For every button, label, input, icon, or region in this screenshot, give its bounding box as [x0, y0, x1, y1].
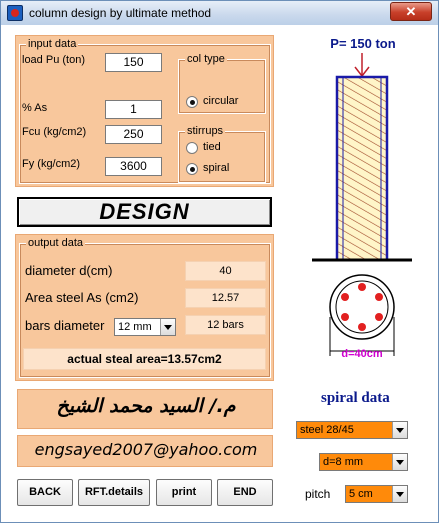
load-input[interactable]: 150	[105, 53, 162, 72]
print-button[interactable]: print	[156, 479, 212, 506]
output-legend: output data	[28, 237, 84, 249]
diameter-label: diameter d(cm)	[25, 263, 113, 278]
bars-select[interactable]	[114, 318, 176, 336]
load-label-text: P= 150 ton	[330, 36, 396, 51]
spiral-label: spiral	[203, 162, 230, 174]
chevron-down-icon	[392, 486, 407, 502]
app-icon	[7, 5, 23, 21]
spiral-diameter-value: d=8 mm	[323, 456, 364, 468]
spiral-diameter-select[interactable]	[319, 453, 408, 471]
input-panel	[15, 35, 274, 187]
author-name: م./ السيد محمد الشيخ	[56, 395, 236, 417]
chevron-down-icon	[392, 454, 407, 470]
input-legend: input data	[28, 38, 77, 50]
column-section	[330, 275, 394, 356]
tied-radio[interactable]	[186, 142, 198, 154]
end-button[interactable]: END	[217, 479, 273, 506]
fcu-input[interactable]: 250	[105, 125, 162, 144]
load-arrow-icon	[355, 53, 369, 76]
fcu-label: Fcu (kg/cm2)	[22, 126, 87, 138]
diameter-value: 40	[185, 261, 266, 281]
spiral-radio[interactable]	[186, 163, 198, 175]
stirrups-group	[178, 125, 266, 183]
title-bar	[1, 1, 438, 25]
fy-label: Fy (kg/cm2)	[22, 158, 81, 170]
rft-details-button[interactable]: RFT.details	[78, 479, 150, 506]
pitch-select[interactable]	[345, 485, 408, 503]
as-label: % As	[22, 102, 48, 114]
bars-value: 12 bars	[185, 315, 266, 335]
chevron-down-icon	[392, 422, 407, 438]
load-label: load Pu (ton)	[22, 54, 85, 66]
area-value: 12.57	[185, 288, 266, 308]
bars-select-value: 12 mm	[118, 321, 152, 333]
email-banner	[17, 435, 273, 467]
as-input[interactable]: 1	[105, 100, 162, 119]
col-type-legend: col type	[187, 53, 225, 65]
chevron-down-icon	[160, 319, 175, 335]
back-button[interactable]: BACK	[17, 479, 73, 506]
stirrups-legend: stirrups	[187, 125, 224, 137]
window-title: column design by ultimate method	[29, 6, 212, 20]
author-email: engsayed2007@yahoo.com	[34, 440, 258, 459]
fy-input[interactable]: 3600	[105, 157, 162, 176]
pitch-value: 5 cm	[349, 488, 373, 500]
steel-grade-value: steel 28/45	[300, 424, 354, 436]
area-label: Area steel As (cm2)	[25, 290, 139, 305]
column-elevation	[337, 77, 387, 260]
close-button[interactable]: ✕	[390, 2, 432, 21]
circular-label: circular	[203, 95, 239, 107]
pitch-label: pitch	[305, 487, 331, 501]
section-label: d=40cm	[341, 348, 383, 360]
author-banner	[17, 389, 273, 429]
design-button[interactable]: DESIGN	[17, 197, 272, 227]
spiral-data-title: spiral data	[321, 390, 390, 406]
steel-grade-select[interactable]	[296, 421, 408, 439]
bars-label: bars diameter	[25, 318, 105, 333]
actual-steel-area: actual steal area=13.57cm2	[23, 348, 266, 370]
output-panel	[15, 234, 274, 381]
circular-radio[interactable]	[186, 96, 198, 108]
tied-label: tied	[203, 141, 221, 153]
